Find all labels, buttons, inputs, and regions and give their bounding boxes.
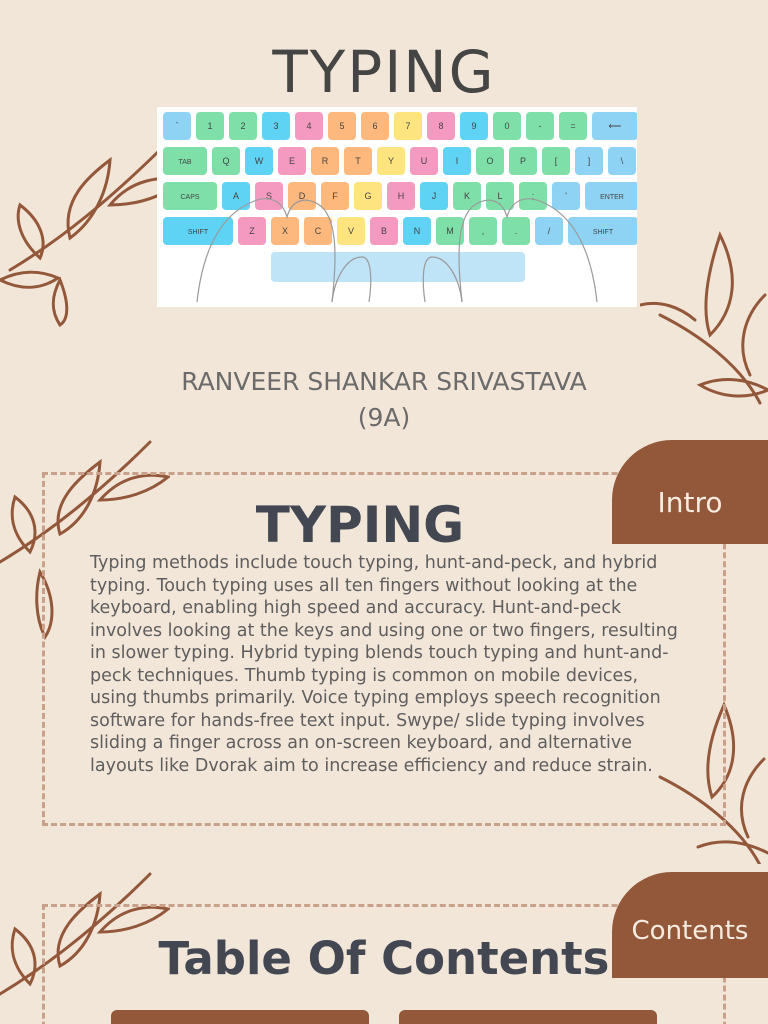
keyboard-key-label: X — [281, 226, 289, 236]
keyboard-key-label: B — [380, 226, 388, 236]
keyboard-key-label: 3 — [273, 121, 279, 131]
keyboard-key-label: 6 — [372, 121, 378, 131]
toc-item-box — [399, 1010, 657, 1024]
keyboard-key-label: 9 — [471, 121, 477, 131]
keyboard-key-label: [ — [554, 156, 558, 166]
keyboard-key-label: U — [420, 156, 428, 166]
keyboard-key-label: G — [364, 191, 372, 201]
hand-outline — [459, 199, 597, 302]
keyboard-key-label: V — [347, 226, 355, 236]
keyboard-key-label: M — [446, 226, 454, 236]
keyboard-key-label: Z — [249, 226, 255, 236]
keyboard-key-label: W — [254, 156, 264, 166]
keyboard-key-label: ⟵ — [608, 121, 622, 131]
contents-tab-label: Contents — [631, 916, 749, 946]
keyboard-key-label: J — [431, 191, 437, 201]
author-block — [0, 364, 768, 432]
keyboard-key-label: ; — [531, 191, 535, 201]
keyboard-key-label: SHIFT — [187, 229, 209, 236]
keyboard-key-label: 7 — [405, 121, 411, 131]
keyboard-key-label: , — [481, 226, 485, 236]
keyboard-key-label: ENTER — [600, 194, 624, 201]
keyboard-key-label: \ — [620, 156, 624, 166]
intro-slide — [0, 432, 768, 864]
keyboard-key-label: Q — [222, 156, 230, 166]
keyboard-key-label: SHIFT — [592, 229, 614, 236]
keyboard-key-label: 8 — [438, 121, 444, 131]
toc-item-box — [111, 1010, 369, 1024]
keyboard-key-label: Y — [387, 156, 395, 166]
keyboard-key-label: F — [332, 191, 338, 201]
presentation-title: TYPING — [272, 38, 496, 106]
keyboard-key-label: 0 — [504, 121, 510, 131]
keyboard-key-label: I — [455, 156, 459, 166]
keyboard-key-label: C — [314, 226, 322, 236]
keyboard-key-label: H — [397, 191, 405, 201]
keyboard-key-label: ] — [587, 156, 591, 166]
keyboard-key-label: P — [519, 156, 527, 166]
keyboard-key-label: TAB — [178, 159, 192, 166]
keyboard-key-label: ' — [565, 191, 567, 201]
keyboard-key-label: L — [497, 191, 503, 201]
keyboard-key-label: D — [298, 191, 306, 201]
keyboard-key-label: R — [321, 156, 329, 166]
keyboard-icon — [157, 107, 637, 307]
keyboard-key-label: E — [288, 156, 296, 166]
title-slide — [0, 0, 768, 432]
keyboard-key-label: CAPS — [180, 194, 200, 201]
keyboard-key-label: 1 — [207, 121, 213, 131]
keyboard-key-label: 4 — [306, 121, 312, 131]
keyboard-key-label: A — [232, 191, 240, 201]
keyboard-key-label: O — [486, 156, 494, 166]
keyboard-key-label: / — [547, 226, 551, 236]
contents-heading: Table Of Contents — [158, 932, 610, 985]
keyboard-key-label: - — [538, 121, 542, 131]
intro-tab-label: Intro — [657, 486, 723, 519]
keyboard-key-label: S — [265, 191, 273, 201]
keyboard-key-label: T — [355, 156, 361, 166]
keyboard-key-label: = — [570, 121, 576, 131]
author-class: (9A) — [357, 403, 411, 432]
intro-body-text: Typing methods include touch typing, hunt-and-peck, and hybrid typing. Touch typing uses all ten fingers without looking at the keyboard, enabling high speed and accuracy. Hunt-and-peck involves looking at the keys and using one or two fingers, resulting in slower typing. Hybrid typing blends touch typing and hunt-and-peck techniques. Thumb typing is common on mobile devices, using thumbs primarily. Voice typing employs speech recognition software for hands-free text input. Swype/ slide typing involves sliding a finger across an on-screen keyboard, and alternative layouts like Dvorak aim to increase efficiency and reduce strain. — [90, 553, 678, 776]
keyboard-illustration — [157, 107, 637, 307]
author-name: RANVEER SHANKAR SRIVASTAVA — [181, 367, 587, 396]
space-bar — [271, 252, 525, 282]
keyboard-key-label: N — [413, 226, 421, 236]
hand-outline — [197, 199, 335, 302]
contents-slide — [0, 864, 768, 1024]
keyboard-key-label: ` — [175, 121, 179, 131]
intro-heading: TYPING — [255, 496, 465, 554]
keyboard-key-label: 2 — [240, 121, 246, 131]
keyboard-key-label: . — [514, 226, 518, 236]
keyboard-key-label: K — [463, 191, 471, 201]
keyboard-key-label: 5 — [339, 121, 345, 131]
